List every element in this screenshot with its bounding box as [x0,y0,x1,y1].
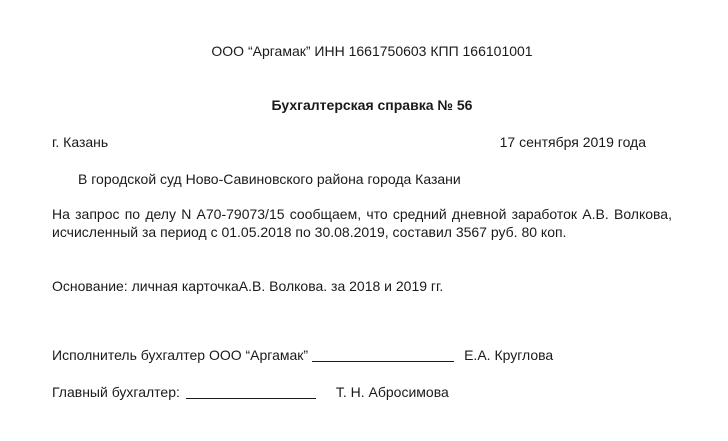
executor-label: Исполнитель бухгалтер ООО “Аргамак” [52,347,309,363]
basis-line: Основание: личная карточкаА.В. Волкова. за 2018 и 2019 гг. [52,278,444,294]
executor-signature-line [52,346,553,364]
chief-accountant-label: Главный бухгалтер: [52,384,180,400]
executor-name: Е.А. Круглова [464,347,554,363]
chief-accountant-name: Т. Н. Абросимова [335,384,449,400]
chief-accountant-signature-line [52,383,449,401]
document-date: 17 сентября 2019 года [499,134,646,150]
body-paragraph: На запрос по делу N А70-79073/15 сообщаем, что средний дневной заработок А.В. Волкова, исчисленный за период с 01.05.2018 по 30.08.2019, составил 3567 руб. 80 коп. [52,206,672,240]
document-title: Бухгалтерская справка № 56 [271,97,473,113]
company-header: ООО “Аргамак” ИНН 1661750603 КПП 166101001 [211,43,533,59]
executor-signature-blank [312,348,454,362]
city: г. Казань [52,134,109,150]
chief-accountant-signature-blank [186,385,316,399]
addressee: В городской суд Ново-Савиновского района города Казани [78,171,461,187]
